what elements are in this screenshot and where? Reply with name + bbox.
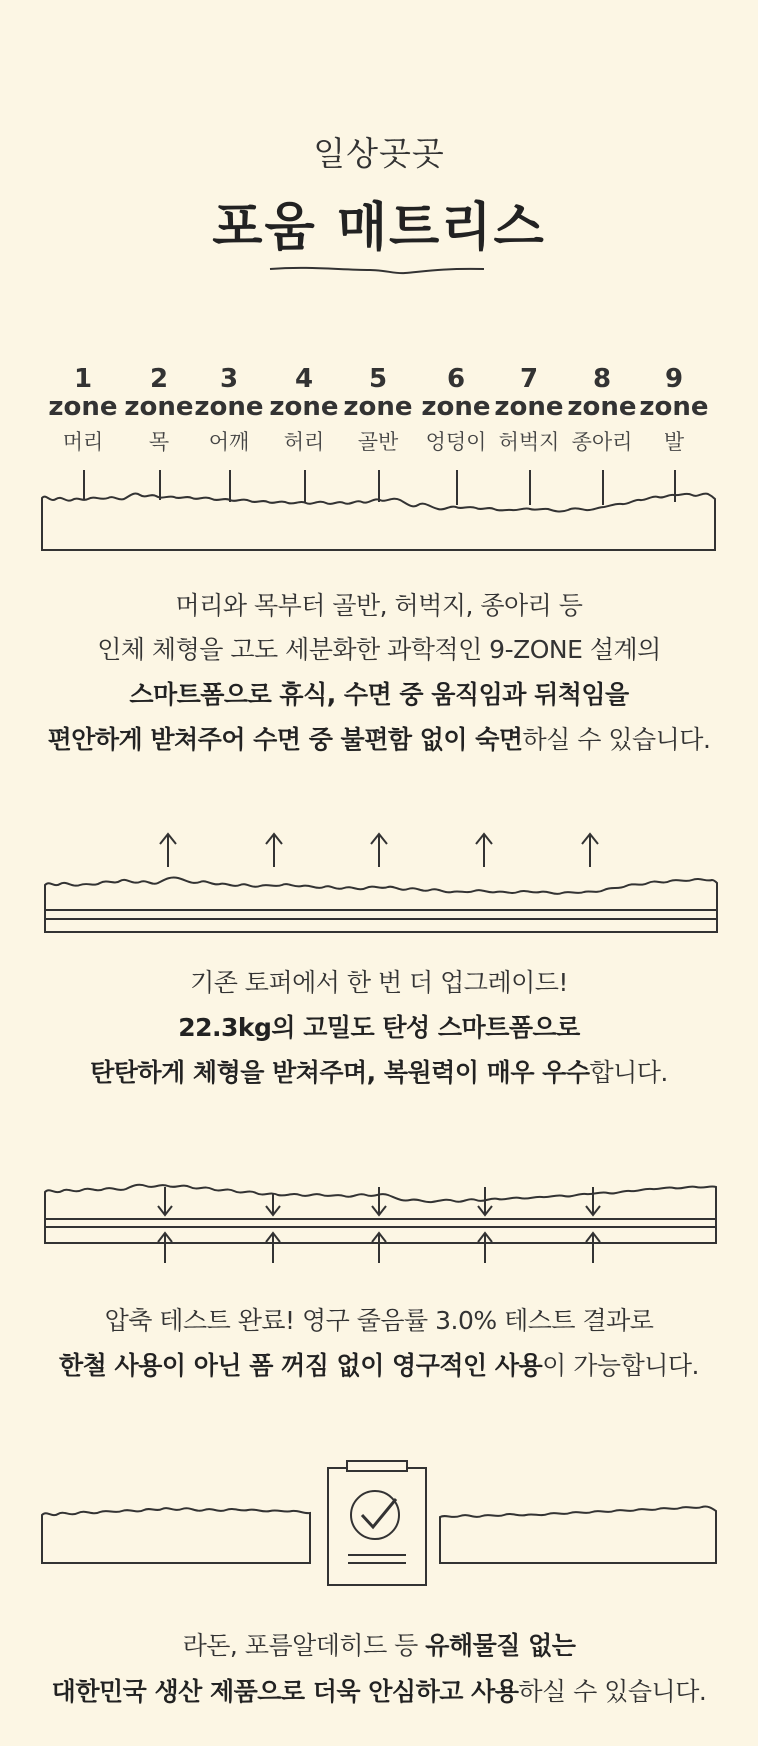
up-arrow-icon xyxy=(158,1233,172,1263)
up-arrow-icon xyxy=(371,834,387,867)
s1-line1: 머리와 목부터 골반, 허벅지, 종아리 등 xyxy=(175,591,583,620)
zone-8: 8 zone 종아리 xyxy=(567,364,637,454)
zone-6: 6 zone 엉덩이 xyxy=(421,364,491,454)
s3-line1: 압축 테스트 완료! 영구 줄음률 3.0% 테스트 결과로 xyxy=(104,1306,654,1335)
up-arrow-icon xyxy=(586,1233,600,1263)
zone-labels xyxy=(0,365,758,465)
s2-line2: 22.3kg의 고밀도 탄성 스마트폼으로 xyxy=(178,1013,580,1042)
zone-4: 4 zone 허리 xyxy=(269,364,339,454)
mattress-support-illustration xyxy=(0,830,758,940)
page-title: 포움 매트리스 xyxy=(212,198,546,258)
s2-line1: 기존 토퍼에서 한 번 더 업그레이드! xyxy=(190,968,568,997)
mattress-compression-illustration xyxy=(0,1175,758,1275)
zone-9: 9 zone 발 xyxy=(639,364,709,454)
mattress-certificate-illustration xyxy=(0,1455,758,1595)
certificate-check-icon xyxy=(328,1461,426,1585)
zone-3: 3 zone 어깨 xyxy=(194,364,264,454)
title-underline xyxy=(0,262,758,282)
up-arrow-icon xyxy=(266,1233,280,1263)
down-arrow-icon xyxy=(266,1193,280,1215)
s2-line3: 탄탄하게 체형을 받쳐주며, 복원력이 매우 우수합니다. xyxy=(90,1058,668,1087)
subtitle: 일상곳곳 xyxy=(313,134,445,173)
up-arrow-icon xyxy=(266,834,282,867)
zone-2: 2 zone 목 xyxy=(124,364,194,454)
down-arrow-icon xyxy=(158,1187,172,1215)
mattress-zone-illustration xyxy=(0,465,758,565)
up-arrow-icon xyxy=(372,1233,386,1263)
down-arrow-icon xyxy=(586,1187,600,1215)
up-arrow-icon xyxy=(160,834,176,867)
zone-1: 1 zone 머리 xyxy=(48,364,118,454)
up-arrow-icon xyxy=(582,834,598,867)
s1-line3: 스마트폼으로 휴식, 수면 중 움직임과 뒤척임을 xyxy=(129,680,629,709)
s3-line2: 한철 사용이 아닌 폼 꺼짐 없이 영구적인 사용이 가능합니다. xyxy=(59,1351,699,1380)
s4-line2: 대한민국 생산 제품으로 더욱 안심하고 사용하실 수 있습니다. xyxy=(51,1677,707,1706)
up-arrow-icon xyxy=(478,1233,492,1263)
down-arrow-icon xyxy=(372,1187,386,1215)
s4-line1: 라돈, 포름알데히드 등 유해물질 없는 xyxy=(182,1631,576,1660)
zone-7: 7 zone 허벅지 xyxy=(494,364,564,454)
zone-5: 5 zone 골반 xyxy=(343,364,413,454)
s1-line2: 인체 체형을 고도 세분화한 과학적인 9-ZONE 설계의 xyxy=(97,635,661,664)
s1-line4: 편안하게 받쳐주어 수면 중 불편함 없이 숙면하실 수 있습니다. xyxy=(47,725,711,754)
up-arrow-icon xyxy=(476,834,492,867)
